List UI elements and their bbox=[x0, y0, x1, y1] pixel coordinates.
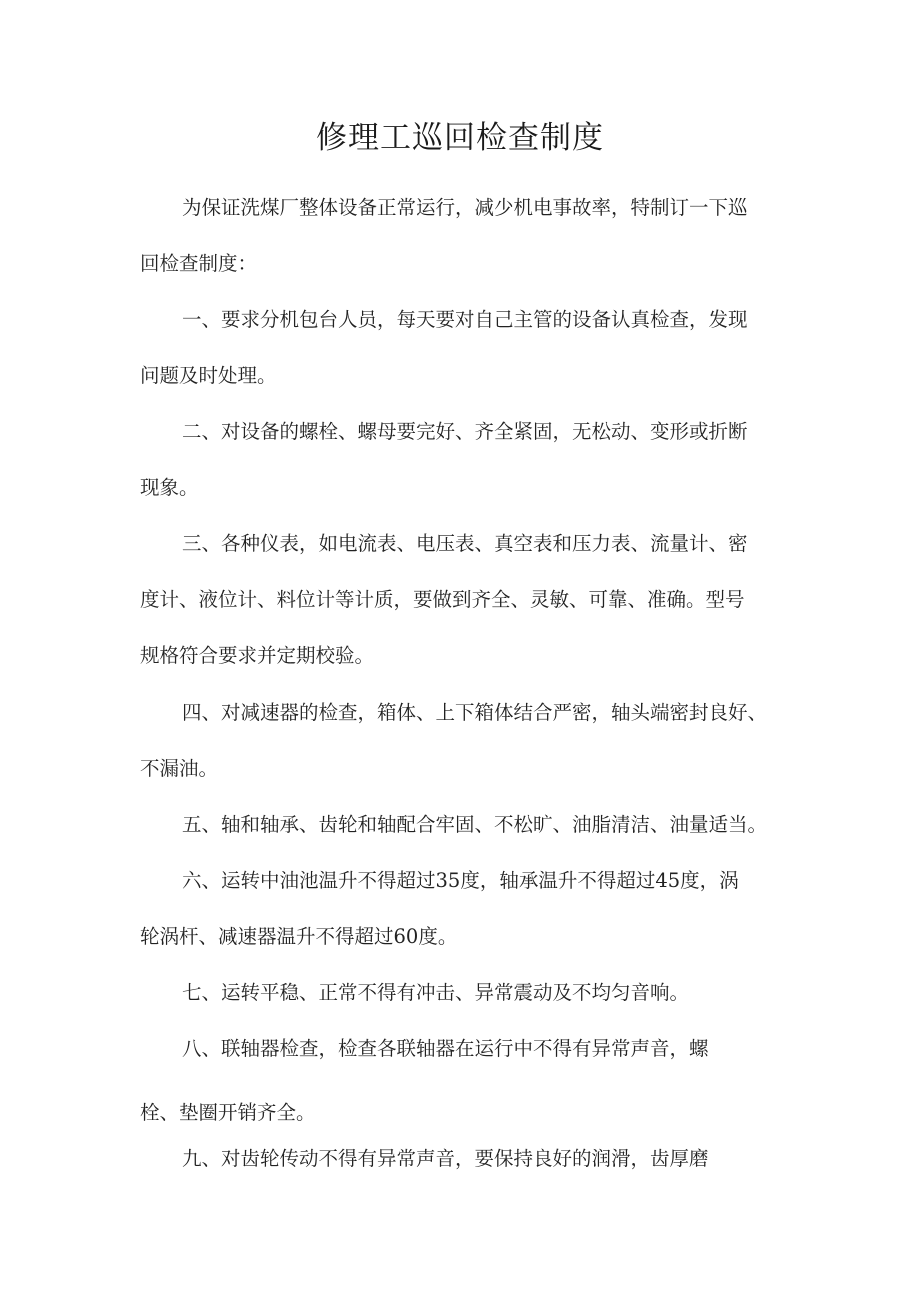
paragraph-line: 轮涡杆、减速器温升不得超过60度。 bbox=[140, 925, 458, 948]
paragraph-line: 三、各种仪表，如电流表、电压表、真空表和压力表、流量计、密 bbox=[182, 532, 748, 555]
paragraph-line: 二、对设备的螺栓、螺母要完好、齐全紧固，无松动、变形或折断 bbox=[182, 420, 748, 443]
paragraph-line: 九、对齿轮传动不得有异常声音，要保持良好的润滑，齿厚磨 bbox=[182, 1147, 709, 1170]
paragraph-line: 现象。 bbox=[140, 476, 199, 499]
paragraph-line: 不漏油。 bbox=[140, 757, 219, 780]
paragraph-line: 栓、垫圈开销齐全。 bbox=[140, 1101, 316, 1124]
document-title: 修理工巡回检查制度 bbox=[316, 120, 604, 156]
paragraph-line: 七、运转平稳、正常不得有冲击、异常震动及不均匀音响。 bbox=[182, 981, 690, 1004]
paragraph-line: 一、要求分机包台人员，每天要对自己主管的设备认真检查，发现 bbox=[182, 308, 748, 331]
paragraph-line: 六、运转中油池温升不得超过35度，轴承温升不得超过45度，涡 bbox=[182, 869, 739, 892]
paragraph-line: 度计、液位计、料位计等计质，要做到齐全、灵敏、可靠、准确。型号 bbox=[140, 588, 745, 611]
paragraph-line: 规格符合要求并定期校验。 bbox=[140, 644, 375, 667]
paragraph-line: 四、对减速器的检查，箱体、上下箱体结合严密，轴头端密封良好、 bbox=[182, 701, 768, 724]
paragraph-line: 为保证洗煤厂整体设备正常运行，减少机电事故率，特制订一下巡 bbox=[182, 196, 748, 219]
paragraph-line: 八、联轴器检查，检查各联轴器在运行中不得有异常声音，螺 bbox=[182, 1037, 709, 1060]
paragraph-line: 回检查制度： bbox=[140, 252, 258, 275]
paragraph-line: 问题及时处理。 bbox=[140, 364, 277, 387]
paragraph-line: 五、轴和轴承、齿轮和轴配合牢固、不松旷、油脂清洁、油量适当。 bbox=[182, 813, 768, 836]
